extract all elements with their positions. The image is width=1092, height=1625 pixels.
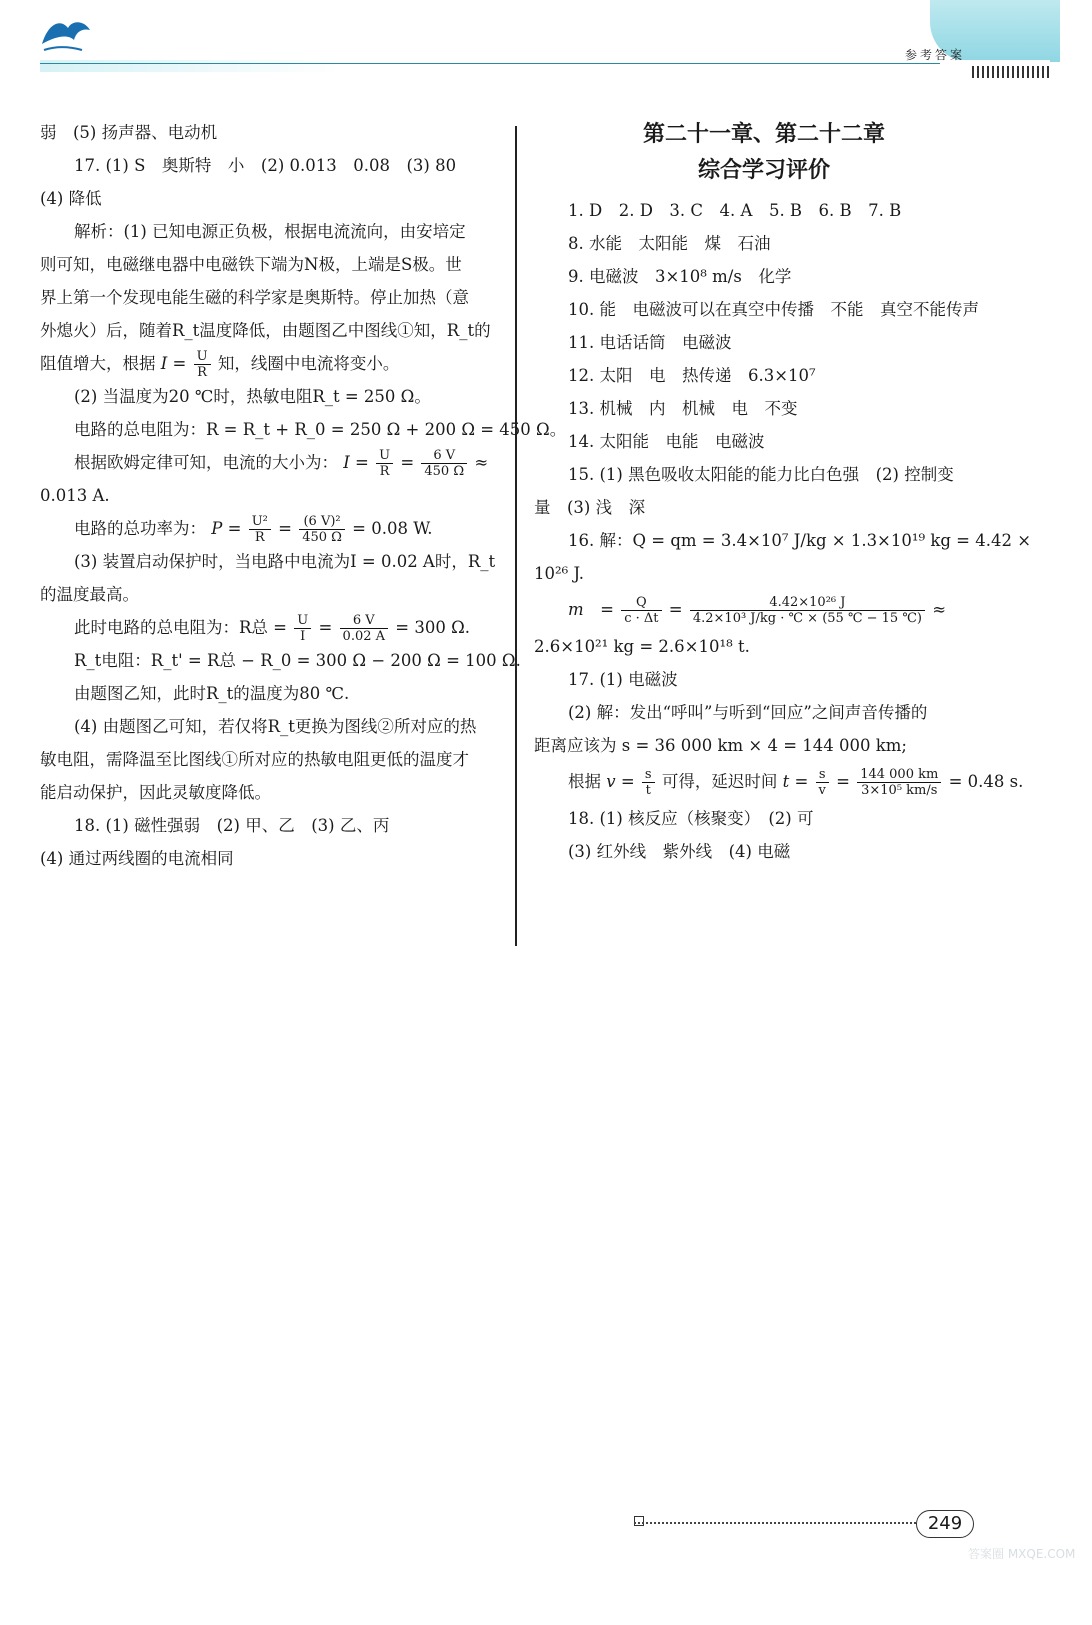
fraction: $\frac{s}{t}$ [642,767,655,798]
text-line: 敏电阻，需降温至比图线①所对应的热敏电阻更低的温度才 [40,750,469,769]
text-line: (4) 降低 [40,189,102,208]
fraction: $\frac{144 000 km}{\text{3×10⁵ km/s}}$ [857,767,941,798]
text-line: (3) 红外线 紫外线 (4) 电磁 [568,842,791,861]
text-line: 根据 v = $\frac{s}{t}$ 可得，延迟时间 t = $\frac{s}{v}$ = $\frac{144 000 km}{\text{3×10⁵ km/s}}$ = 0.48 s. [568,767,1024,798]
text-line: 根据欧姆定律可知，电流的大小为： I = $\frac{U}{R}$ = $\frac{6 V}{450 \Omega}$ ≈ [74,448,489,479]
chapter-title: 第二十一章、第二十二章 [642,121,885,147]
text-line: 弱 (5) 扬声器、电动机 [40,123,218,142]
text-line: 11. 电话话筒 电磁波 [568,333,732,352]
wave-logo-icon [38,14,94,58]
text-line: (3) 装置启动保护时，当电路中电流为I = 0.02 A时，R_t [74,552,496,571]
header-ticks [972,66,1052,78]
fraction: $\frac{U}{R}$ [376,448,393,479]
text-line: 量 (3) 浅 深 [534,498,646,517]
text-line: 1. D 2. D 3. C 4. A 5. B 6. B 7. B [568,201,902,220]
fraction: $\frac{U}{I}$ [294,613,311,644]
fraction: $\frac{\text{(6 V)²}}{450 \Omega}$ [299,514,345,545]
text-line: 16. 解：Q = qm = 3.4×10⁷ J/kg × 1.3×10¹⁹ kg = 4.42 × [568,531,1032,550]
fraction: $\frac{6 V}{450 \Omega}$ [421,448,467,479]
text-line: R_t电阻：R_t' = R总 − R_0 = 300 Ω − 200 Ω = 100 Ω. [74,651,521,670]
text-line: 8. 水能 太阳能 煤 石油 [568,234,771,253]
text-line: 界上第一个发现电能生磁的科学家是奥斯特。停止加热（意 [40,288,469,307]
text-line: 13. 机械 内 机械 电 不变 [568,399,798,418]
text-line: (4) 由题图乙可知，若仅将R_t更换为图线②所对应的热 [74,717,477,736]
text-line: 17. (1) S 奥斯特 小 (2) 0.013 0.08 (3) 80 [74,156,457,175]
page-number: 249 [916,1510,974,1538]
text-line: 则可知，电磁继电器中电磁铁下端为N极，上端是S极。世 [40,255,462,274]
footer-dotted-rule [634,1522,916,1524]
text-line: 2.6×10²¹ kg = 2.6×10¹⁸ t. [534,637,750,656]
right-column [534,116,1032,868]
text-line: 能启动保护，因此灵敏度降低。 [40,783,271,802]
text-line: 10. 能 电磁波可以在真空中传播 不能 真空不能传声 [568,300,979,319]
fraction: $\frac{U}{R}$ [194,349,211,380]
text-line: 电路的总电阻为：R = R_t + R_0 = 250 Ω + 200 Ω = 450 Ω。 [74,420,567,439]
text-line: 15. (1) 黑色吸收太阳能的能力比白色强 (2) 控制变 [568,465,954,484]
text-line: 12. 太阳 电 热传递 6.3×10⁷ [568,366,816,385]
text-line: 电路的总功率为： P = $\frac{\text{U²}}{R}$ = $\frac{\text{(6 V)²}}{450 \Omega}$ = 0.08 W. [74,514,433,545]
text-line: 18. (1) 磁性强弱 (2) 甲、乙 (3) 乙、丙 [74,816,390,835]
text-line: (2) 解：发出“呼叫”与听到“回应”之间声音传播的 [568,703,928,722]
text-line: 0.013 A. [40,486,110,505]
text-line: 10²⁶ J. [534,564,585,583]
text-line: 18. (1) 核反应（核聚变） (2) 可 [568,809,814,828]
fraction: $\frac{6 V}{0.02 A}$ [340,613,388,644]
fraction: $\frac{\text{U²}}{R}$ [249,514,271,545]
text-line: 14. 太阳能 电能 电磁波 [568,432,765,451]
text-line: (2) 当温度为20 ℃时，热敏电阻R_t = 250 Ω。 [74,387,431,406]
header-rule [40,63,940,64]
fraction: $\frac{s}{v}$ [816,767,829,798]
chapter-subtitle: 综合学习评价 [697,157,830,183]
text-line: 阻值增大，根据 I = $\frac{U}{R}$ 知，线圈中电流将变小。 [40,349,400,380]
watermark: 答案圈 MXQE.COM [968,1547,1076,1561]
header-title: 参考答案 [905,48,966,62]
text-line: (4) 通过两线圈的电流相同 [40,849,234,868]
text-line: 此时电路的总电阻为：R总 = $\frac{U}{I}$ = $\frac{6 V}{0.02 A}$ = 300 Ω. [74,613,470,644]
text-line: 距离应该为 s = 36 000 km × 4 = 144 000 km; [534,736,907,755]
fraction: $\frac{\text{4.42×10²⁶ J}}{\text{4.2×10³ J/kg · ℃ × (55 ℃ − 15 ℃)}}$ [690,595,925,626]
text-line: 9. 电磁波 3×10⁸ m/s 化学 [568,267,792,286]
footer-square-icon [634,1516,644,1526]
text-line: 由题图乙知，此时R_t的温度为80 ℃. [74,684,350,703]
text-line: 外熄火）后，随着R_t温度降低，由题图乙中图线①知，R_t的 [40,321,491,340]
header-bar [40,60,1050,72]
text-line: 的温度最高。 [40,585,139,604]
column-divider [515,126,517,946]
text-line: 17. (1) 电磁波 [568,670,678,689]
text-line: 解析：(1) 已知电源正负极，根据电流流向，由安培定 [74,222,466,241]
fraction: $\frac{Q}{c \cdot \Delta t}$ [621,595,661,626]
text-line: m = $\frac{Q}{c \cdot \Delta t}$ = $\frac{\text{4.42×10²⁶ J}}{\text{4.2×10³ J/kg · ℃ × (55 ℃ − 15 ℃)}}$ ≈ [568,595,947,626]
